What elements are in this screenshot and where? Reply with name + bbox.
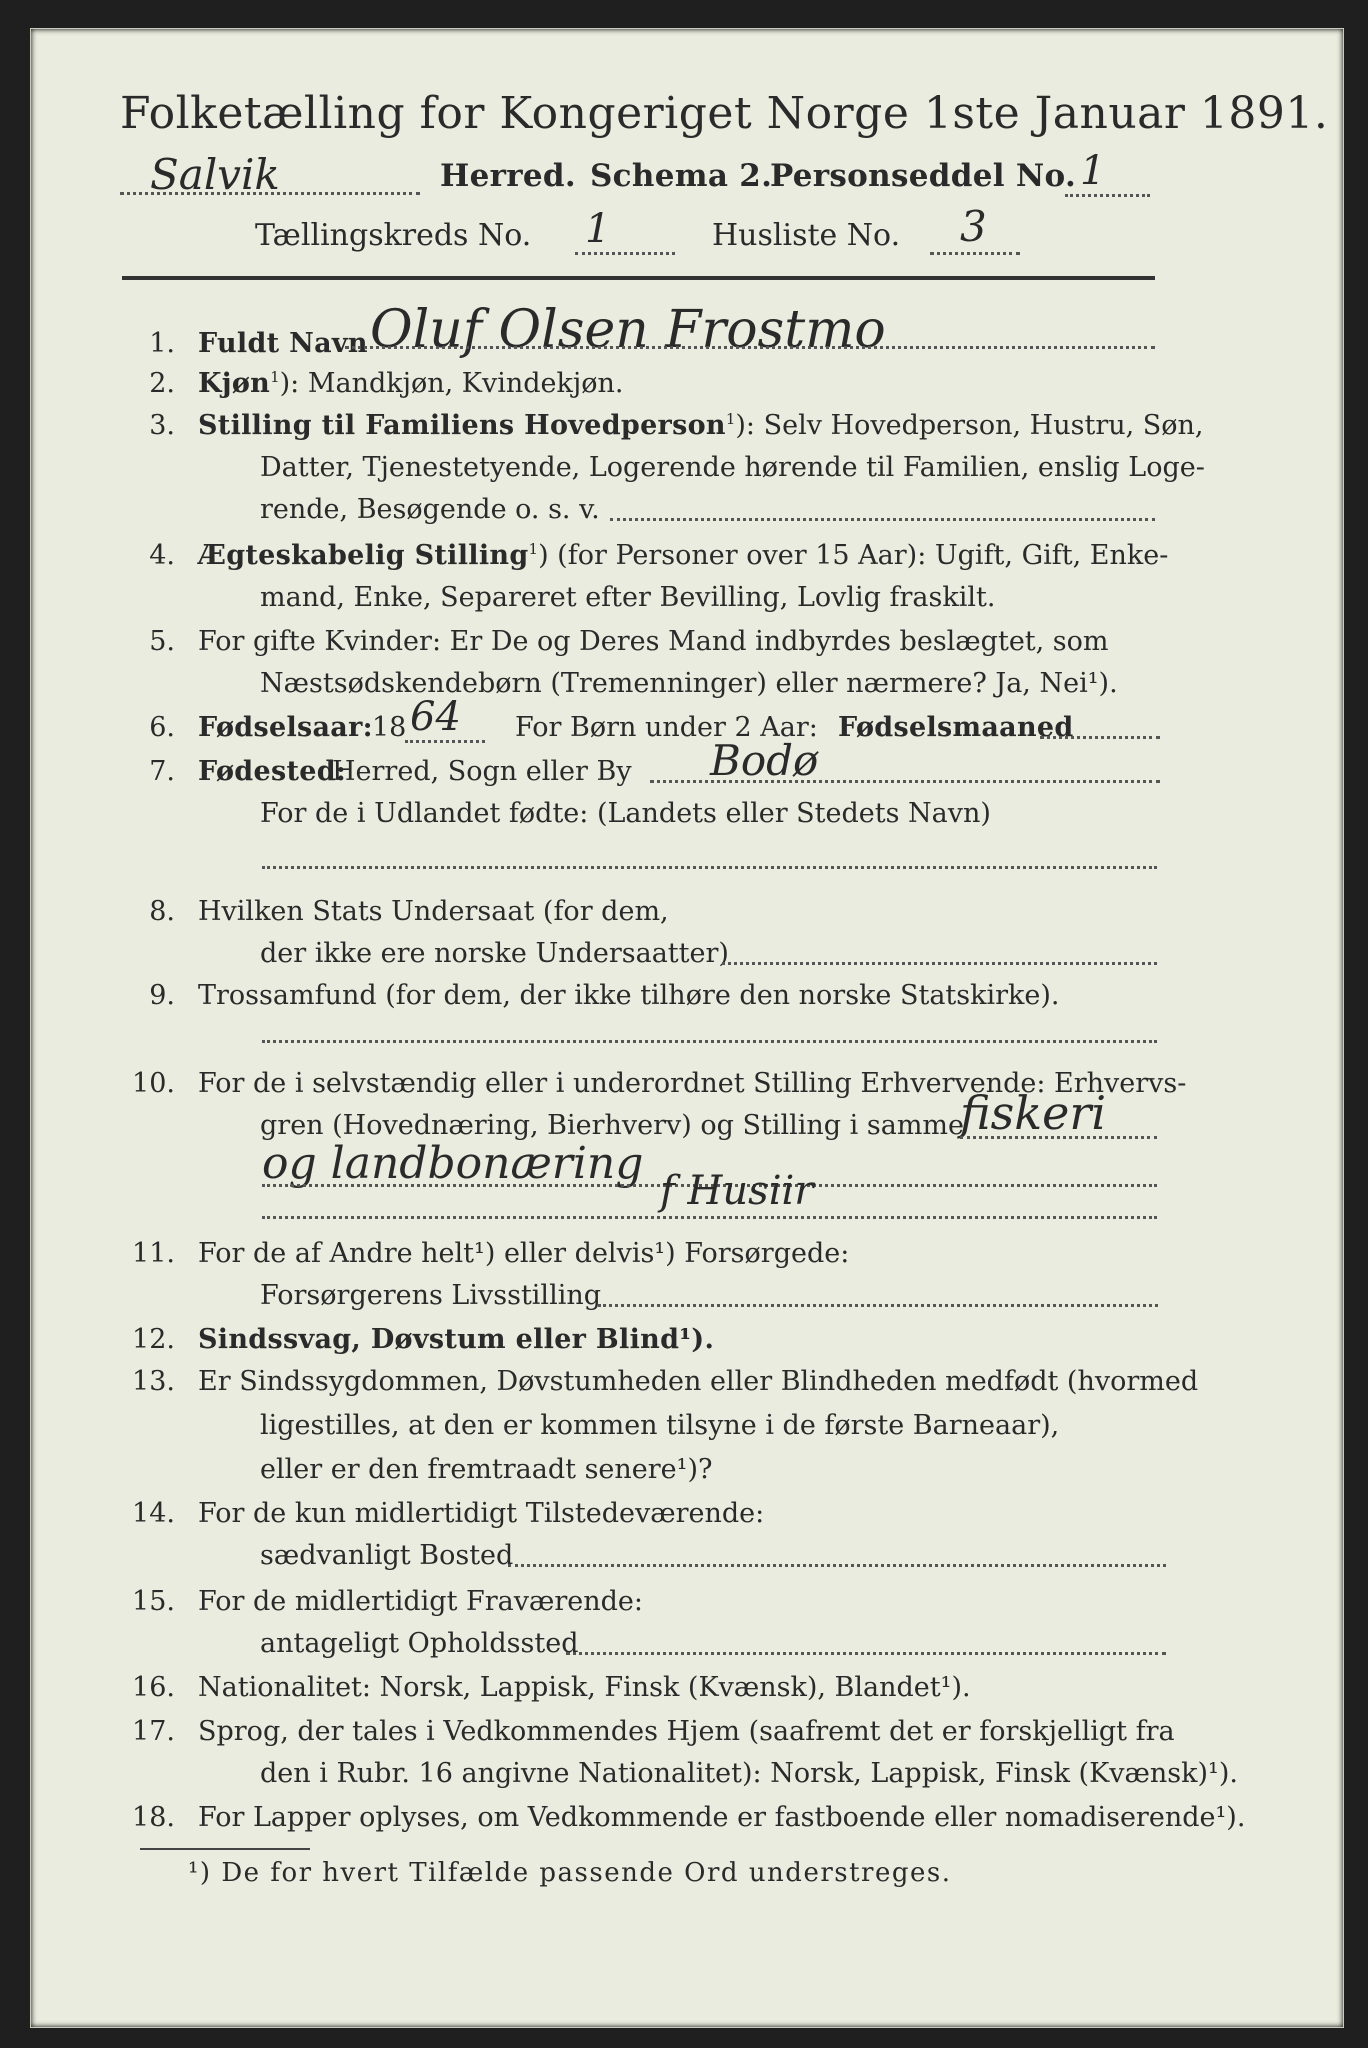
- husliste-label: Husliste No.: [712, 218, 901, 253]
- item-8-number: 8.: [149, 896, 175, 927]
- herred-value: Salvik: [150, 150, 280, 199]
- item-13-line2: ligestilles, at den er kommen tilsyne i de første Barneaar),: [260, 1410, 1060, 1441]
- item-14-line: [508, 1564, 1166, 1567]
- item-15-line2: antageligt Opholdssted: [260, 1628, 579, 1659]
- item-15-line: [566, 1652, 1166, 1655]
- item-3-line3: rende, Besøgende o. s. v.: [260, 494, 600, 525]
- item-4-line2: mand, Enke, Separeret efter Bevilling, Lovlig fraskilt.: [260, 582, 996, 613]
- item-13-line3: eller er den fremtraadt senere¹)?: [260, 1454, 713, 1485]
- item-12-text: Sindssvag, Døvstum eller Blind¹).: [198, 1324, 715, 1355]
- kreds-line: [575, 252, 675, 255]
- footnote: ¹) De for hvert Tilfælde passende Ord understreges.: [188, 1858, 952, 1888]
- kreds-value: 1: [585, 206, 611, 252]
- item-3-line1: Stilling til Familiens Hovedperson$^1$): Selv Hovedperson, Hustru, Søn,: [198, 410, 1204, 441]
- item-16-text: Nationalitet: Norsk, Lappisk, Finsk (Kvænsk), Blandet¹).: [198, 1672, 971, 1703]
- item-6-label: Fødselsaar:: [198, 712, 373, 743]
- item-10-line2: gren (Hovednæring, Bierhverv) og Stilling i samme: [260, 1110, 965, 1141]
- item-7-text: Herred, Sogn eller By: [332, 756, 632, 787]
- item-14-number: 14.: [132, 1498, 175, 1529]
- item-18-text: For Lapper oplyses, om Vedkommende er fastboende eller nomadiserende¹).: [198, 1802, 1246, 1833]
- item-9-number: 9.: [149, 980, 175, 1011]
- item-2-text: [198, 368, 623, 399]
- occupation-value-2: og landbonæring: [262, 1138, 644, 1189]
- occupation-line-1: [960, 1136, 1157, 1139]
- schema-label: Schema 2.: [590, 158, 773, 194]
- item-7-line2: For de i Udlandet fødte: (Landets eller Stedets Navn): [260, 798, 991, 829]
- husliste-line: [930, 252, 1020, 255]
- form-title: Folketælling for Kongeriget Norge 1ste Januar 1891.: [120, 88, 1329, 139]
- item-10-number: 10.: [132, 1068, 175, 1099]
- occupation-line-3: [262, 1216, 1157, 1219]
- item-3-number: 3.: [149, 410, 175, 441]
- item-11-line1: For de af Andre helt¹) eller delvis¹) Forsørgede:: [198, 1238, 850, 1269]
- herred-label: Herred.: [440, 158, 576, 194]
- item-11-line2: Forsørgerens Livsstilling: [260, 1280, 602, 1311]
- item-11-line: [598, 1304, 1158, 1307]
- header-rule: [122, 276, 1155, 280]
- item-5-number: 5.: [149, 626, 175, 657]
- item-9-line: [262, 1040, 1157, 1043]
- item-1-label: Fuldt Navn: [198, 328, 368, 359]
- item-3-line2: Datter, Tjenestetyende, Logerende hørende til Familien, enslig Loge-: [260, 452, 1205, 483]
- item-4-options: ) (for Personer over 15 Aar): Ugift, Gift, Enke-: [538, 540, 1169, 571]
- item-2-sup: 1: [270, 368, 280, 386]
- item-10-line1: For de i selvstændig eller i underordnet Stilling Erhvervende: Erhvervs-: [198, 1068, 1187, 1099]
- birth-year-line: [405, 740, 485, 743]
- birth-month-line: [1040, 736, 1160, 739]
- item-5-line1: For gifte Kvinder: Er De og Deres Mand indbyrdes beslægtet, som: [198, 626, 1109, 657]
- item-17-number: 17.: [132, 1716, 175, 1747]
- item-18-number: 18.: [132, 1802, 175, 1833]
- full-name-value: Oluf Olsen Frostmo: [370, 300, 886, 360]
- personseddel-value: 1: [1080, 148, 1106, 194]
- item-4-label: Ægteskabelig Stilling: [198, 540, 529, 571]
- husliste-value: 3: [960, 202, 987, 251]
- item-4-line1: Ægteskabelig Stilling$^1$) (for Personer over 15 Aar): Ugift, Gift, Enke-: [198, 540, 1169, 571]
- kreds-label: Tællingskreds No.: [255, 218, 532, 253]
- item-13-number: 13.: [132, 1366, 175, 1397]
- item-7-label: Fødested:: [198, 756, 347, 787]
- item-8-line1: Hvilken Stats Undersaat (for dem,: [198, 896, 669, 927]
- foreign-birthplace-line: [262, 866, 1157, 869]
- herred-line: [120, 192, 420, 195]
- occupation-value-1: fiskeri: [960, 1086, 1107, 1140]
- item-2-number: 2.: [149, 368, 175, 399]
- item-14-line1: For de kun midlertidigt Tilstedeværende:: [198, 1498, 765, 1529]
- item-13-line1: Er Sindssygdommen, Døvstumheden eller Blindheden medfødt (hvormed: [198, 1366, 1199, 1397]
- item-6-label2: Fødselsmaaned: [838, 712, 1074, 743]
- item-3-label: Stilling til Familiens Hovedperson: [198, 410, 726, 441]
- birthplace-value: Bodø: [710, 736, 819, 785]
- item-4-number: 4.: [149, 540, 175, 571]
- item-5-line2: Næstsødskendebørn (Tremenninger) eller nærmere? Ja, Nei¹).: [260, 668, 1118, 699]
- item-6-number: 6.: [149, 712, 175, 743]
- item-3-options: ): Selv Hovedperson, Hustru, Søn,: [735, 410, 1204, 441]
- item-7-number: 7.: [149, 756, 175, 787]
- item-14-line2: sædvanligt Bosted: [260, 1540, 514, 1571]
- item-16-number: 16.: [132, 1672, 175, 1703]
- personseddel-line: [1065, 194, 1150, 197]
- personseddel-label: Personseddel No.: [770, 158, 1077, 194]
- birth-year-value: 64: [410, 694, 461, 740]
- item-17-line1: Sprog, der tales i Vedkommendes Hjem (saafremt det er forskjelligt fra: [198, 1716, 1175, 1747]
- item-15-number: 15.: [132, 1586, 175, 1617]
- item-3-line: [610, 518, 1155, 521]
- item-9-text: Trossamfund (for dem, der ikke tilhøre den norske Statskirke).: [198, 980, 1060, 1011]
- item-1-number: 1.: [149, 328, 175, 359]
- item-17-line2: den i Rubr. 16 angivne Nationalitet): Norsk, Lappisk, Finsk (Kvænsk)¹).: [260, 1758, 1238, 1789]
- birthplace-line: [650, 780, 1160, 783]
- full-name-line: [345, 346, 1155, 349]
- item-8-line: [722, 962, 1157, 965]
- occupation-value-3: f Husiir: [660, 1168, 814, 1214]
- item-8-line2: der ikke ere norske Undersaatter): [260, 938, 729, 969]
- item-2-label: Kjøn: [198, 368, 271, 399]
- item-6-mid: For Børn under 2 Aar:: [515, 712, 818, 743]
- item-2-options: ): Mandkjøn, Kvindekjøn.: [279, 368, 624, 399]
- item-12-number: 12.: [132, 1324, 175, 1355]
- item-15-line1: For de midlertidigt Fraværende:: [198, 1586, 644, 1617]
- footnote-rule: [140, 1848, 310, 1850]
- birth-year-prefix: 18: [372, 712, 407, 743]
- item-11-number: 11.: [132, 1238, 175, 1269]
